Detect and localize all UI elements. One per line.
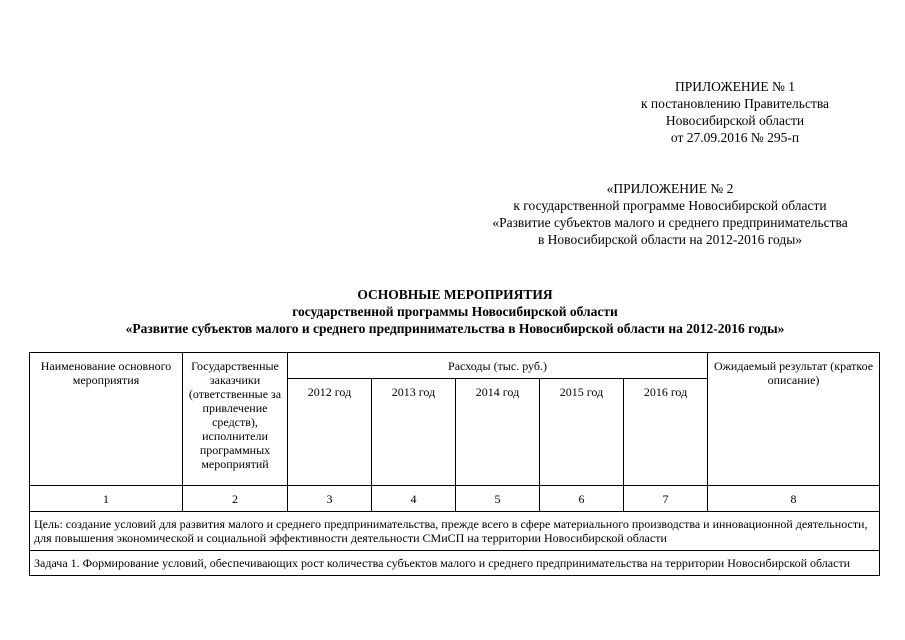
annex-1-block — [600, 78, 870, 146]
column-number: 5 — [456, 486, 540, 512]
title-line-2: государственной программы Новосибирской области — [292, 304, 618, 319]
goal-text: Цель: создание условий для развития малого и среднего предпринимательства, прежде всего в сфере материального производства и инновационной деятельности, для повышения экономической и социальной эффективности деятельности СМиСП на территории Новосибирской области — [30, 512, 880, 551]
header-year: 2016 год — [624, 379, 708, 486]
annex-1-line: ПРИЛОЖЕНИЕ № 1 — [674, 79, 796, 94]
title-line-1: ОСНОВНЫЕ МЕРОПРИЯТИЯ — [357, 287, 553, 302]
annex-2-line: «ПРИЛОЖЕНИЕ № 2 — [606, 181, 734, 196]
annex-1-line: от 27.09.2016 № 295-п — [670, 130, 800, 145]
document-title — [30, 286, 880, 337]
header-expenses: Расходы (тыс. руб.) — [288, 353, 708, 379]
header-name: Наименование основного мероприятия — [30, 353, 183, 486]
annex-2-line: в Новосибирской области на 2012-2016 годы» — [537, 232, 803, 247]
annex-1-line: к постановлению Правительства — [640, 96, 830, 111]
column-number: 1 — [30, 486, 183, 512]
header-year: 2013 год — [372, 379, 456, 486]
annex-2-line: к государственной программе Новосибирской области — [513, 198, 827, 213]
header-row-1 — [30, 353, 880, 379]
annex-1-line: Новосибирской области — [665, 113, 805, 128]
header-result: Ожидаемый результат (краткое описание) — [708, 353, 880, 486]
annex-2-block — [470, 180, 870, 248]
task-row — [30, 551, 880, 576]
column-number-row — [30, 486, 880, 512]
title-line-3: «Развитие субъектов малого и среднего предпринимательства в Новосибирской области на 2012-2016 годы» — [125, 321, 785, 336]
column-number: 3 — [288, 486, 372, 512]
header-customers: Государственные заказчики (ответственные за привлечение средств), исполнители программных мероприятий — [183, 353, 288, 486]
column-number: 8 — [708, 486, 880, 512]
goal-row — [30, 512, 880, 551]
column-number: 4 — [372, 486, 456, 512]
header-year: 2015 год — [540, 379, 624, 486]
annex-2-line: «Развитие субъектов малого и среднего предпринимательства — [492, 215, 848, 230]
task-1-text: Задача 1. Формирование условий, обеспечивающих рост количества субъектов малого и среднего предпринимательства на территории Новосибирской области — [30, 551, 880, 576]
column-number: 2 — [183, 486, 288, 512]
activities-table — [29, 352, 880, 576]
column-number: 7 — [624, 486, 708, 512]
column-number: 6 — [540, 486, 624, 512]
header-year: 2012 год — [288, 379, 372, 486]
header-year: 2014 год — [456, 379, 540, 486]
